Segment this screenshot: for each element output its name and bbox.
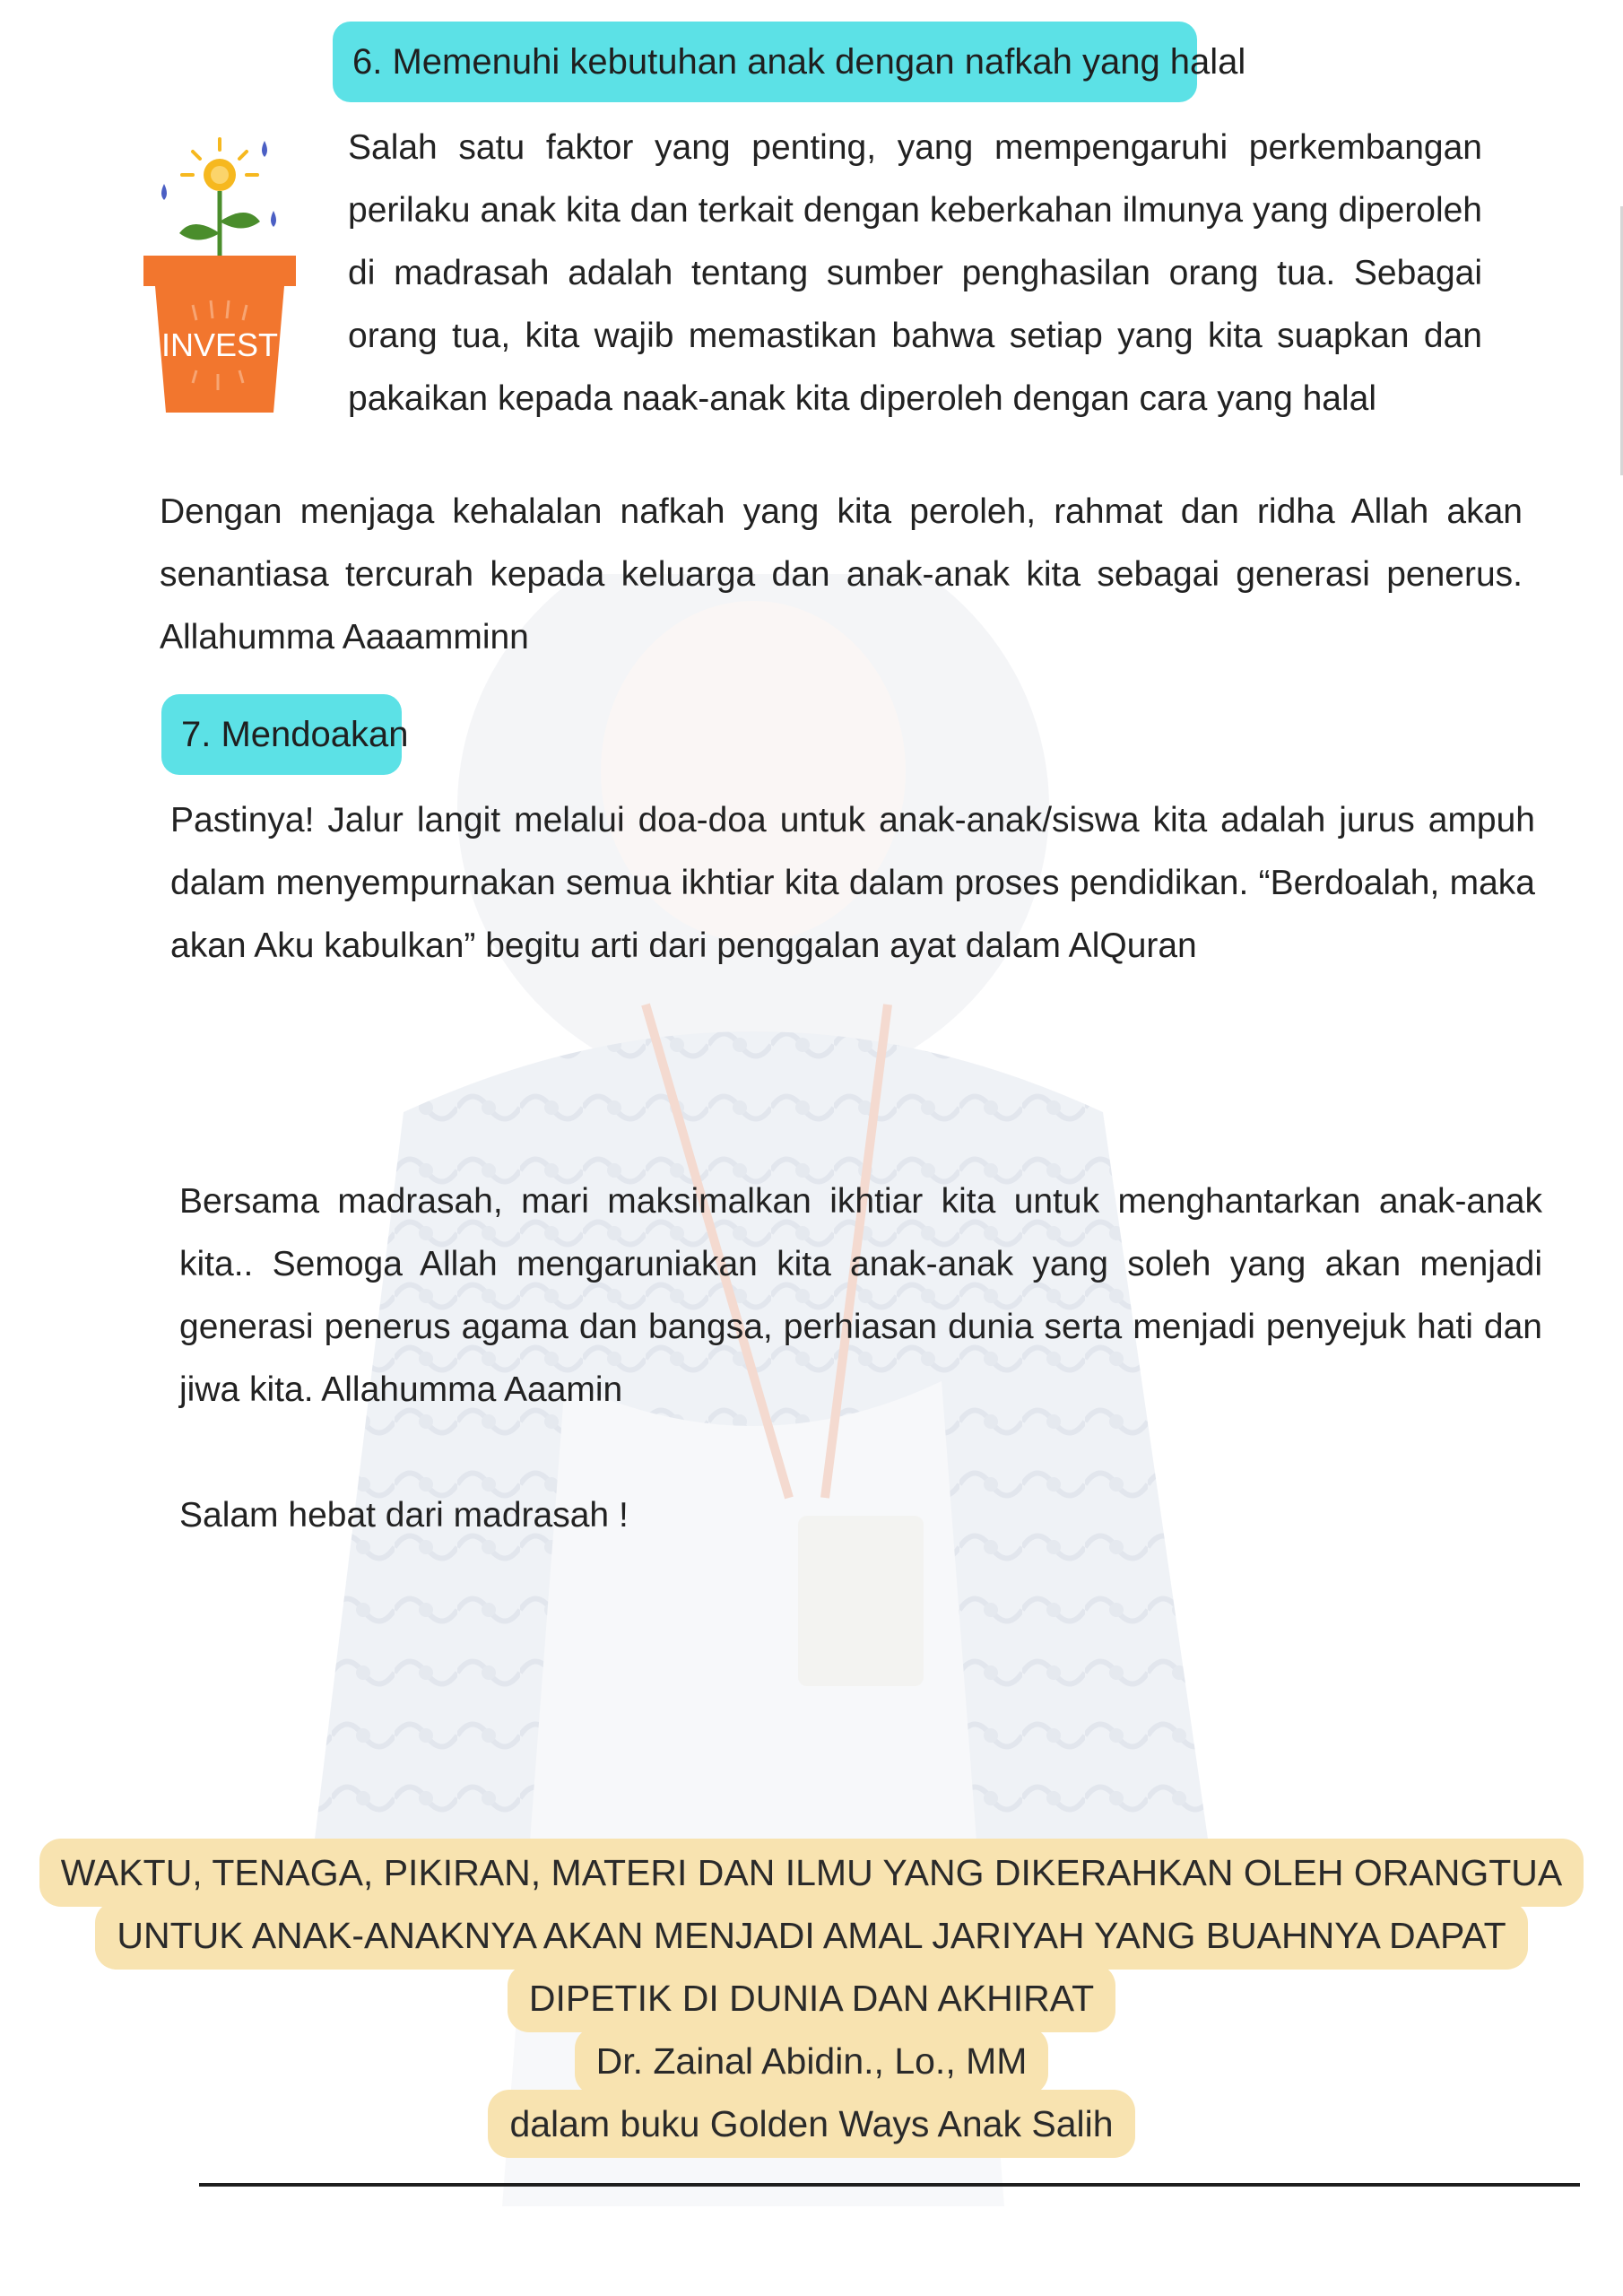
plant-pot-icon bbox=[139, 121, 300, 417]
closing-greeting: Salam hebat dari madrasah ! bbox=[179, 1496, 629, 1535]
section-6-closing: Dengan menjaga kehalalan nafkah yang kita peroleh, rahmat dan ridha Allah akan senantiasa tercurah kepada keluarga dan anak-anak kita sebagai generasi penerus. Allahumma Aaaamminn bbox=[160, 492, 1523, 657]
quote-author: Dr. Zainal Abidin., Lo., MM bbox=[575, 2027, 1049, 2095]
invest-label: INVEST bbox=[161, 326, 279, 363]
quote-block bbox=[0, 1839, 1623, 2158]
quote-line: UNTUK ANAK-ANAKNYA AKAN MENJADI AMAL JARIYAH YANG BUAHNYA DAPAT bbox=[95, 1901, 1527, 1970]
quote-line: WAKTU, TENAGA, PIKIRAN, MATERI DAN ILMU YANG DIKERAHKAN OLEH ORANGTUA bbox=[39, 1839, 1584, 1907]
section-6-heading: 6. Memenuhi kebutuhan anak dengan nafkah yang halal bbox=[333, 22, 1197, 102]
section-7-heading: 7. Mendoakan bbox=[161, 694, 402, 775]
quote-line: DIPETIK DI DUNIA DAN AKHIRAT bbox=[508, 1964, 1115, 2032]
section-7-paragraph: Pastinya! Jalur langit melalui doa-doa untuk anak-anak/siswa kita adalah jurus ampuh dalam menyempurnakan semua ikhtiar kita dalam proses pendidikan. “Berdoalah, maka akan Aku kabulkan” begitu arti dari penggalan ayat dalam AlQuran bbox=[170, 801, 1535, 965]
closing-paragraph: Bersama madrasah, mari maksimalkan ikhtiar kita untuk menghantarkan anak-anak kita.. Semoga Allah mengaruniakan kita anak-anak yang soleh yang akan menjadi generasi penerus agama dan bangsa, perhiasan dunia serta menjadi penyejuk hati dan jiwa kita. Allahumma Aaamin bbox=[179, 1182, 1542, 1409]
section-6-paragraph: Salah satu faktor yang penting, yang mempengaruhi perkembangan perilaku anak kita dan terkait dengan keberkahan ilmunya yang diperoleh di madrasah adalah tentang sumber penghasilan orang tua. Sebagai orang tua, kita wajib memastikan bahwa setiap yang kita suapkan dan pakaikan kepada naak-anak kita diperoleh dengan cara yang halal bbox=[348, 128, 1482, 418]
bottom-divider bbox=[199, 2183, 1580, 2187]
quote-source: dalam buku Golden Ways Anak Salih bbox=[488, 2090, 1134, 2158]
